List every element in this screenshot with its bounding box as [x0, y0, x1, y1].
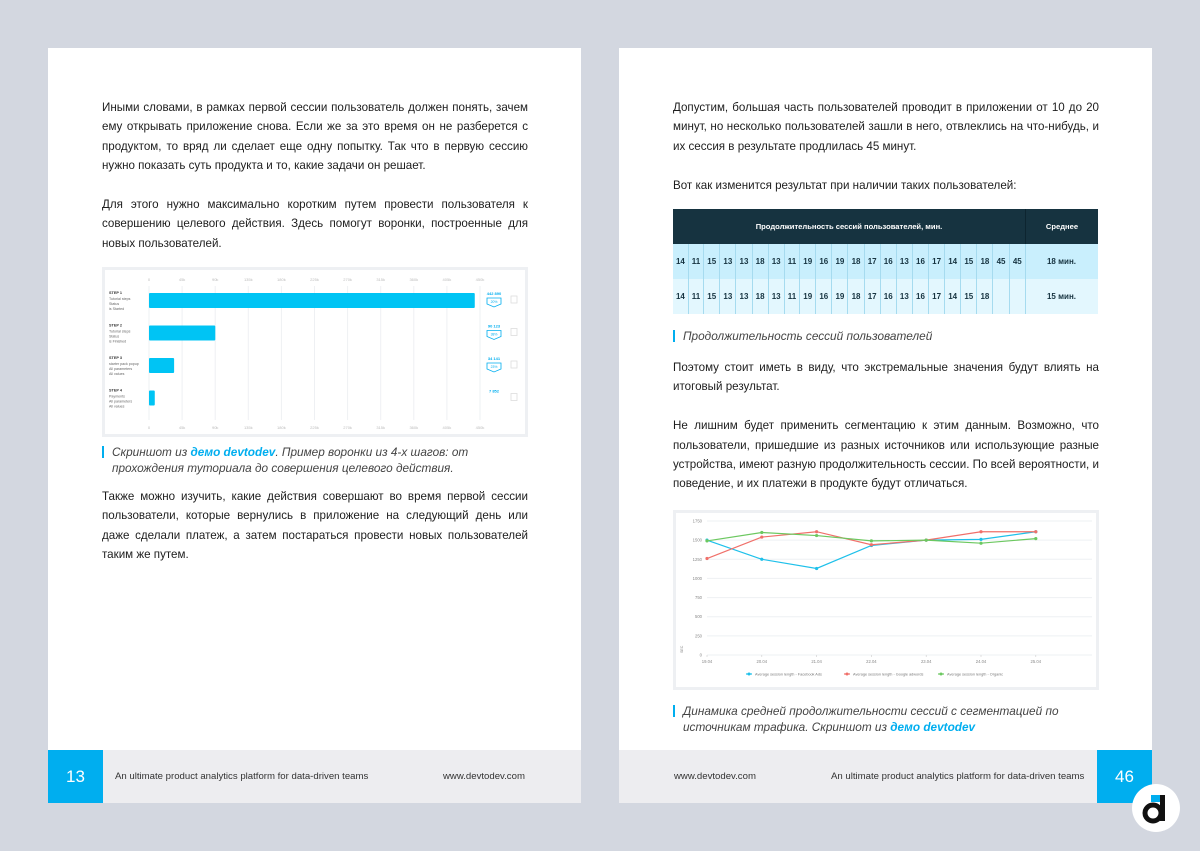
devtodev-logo	[1132, 784, 1180, 832]
legend-marker	[748, 673, 751, 676]
x-tick-label: 25.04	[1030, 659, 1042, 664]
x-tick-label: 22.04	[866, 659, 877, 664]
page-number: 13	[48, 750, 103, 803]
table-cell: 19	[832, 244, 848, 279]
x-tick-label-top: 180k	[277, 277, 286, 282]
table-cell: 15	[704, 279, 720, 314]
body-text	[102, 487, 528, 584]
data-point	[925, 539, 928, 542]
x-tick-label: 23.04	[920, 659, 932, 664]
conversion-label: 38%	[490, 332, 498, 337]
table-cell: 13	[720, 279, 736, 314]
data-point	[979, 530, 982, 533]
step-label: STEP 2	[109, 323, 123, 328]
table-cell: 13	[720, 244, 736, 279]
table-cell	[1009, 279, 1025, 314]
table-cell: 15	[961, 244, 977, 279]
table-cell: 11	[688, 244, 703, 279]
data-point	[1034, 530, 1037, 533]
legend-label: Average session length - Facebook Ads	[755, 672, 822, 677]
table-cell: 16	[912, 279, 928, 314]
x-tick-label-top: 90k	[211, 277, 219, 282]
legend-marker	[940, 673, 943, 676]
chart-caption	[673, 703, 1113, 735]
x-tick-label: 21.04	[811, 659, 822, 664]
table-row	[673, 279, 1098, 314]
data-point	[1034, 537, 1037, 540]
legend-label: Average session length - Google adwords	[853, 672, 924, 677]
y-tick-label: 250	[695, 633, 702, 639]
paragraph: Вот как изменится результат при наличии таких пользователей:	[673, 178, 1017, 192]
conversion-label: 20%	[490, 300, 498, 304]
session-length-line-chart	[673, 510, 1099, 690]
data-point	[870, 539, 873, 542]
caption-text: Динамика средней продолжительности сессий с сегментацией по источникам трафика. Скриншот из	[683, 704, 1059, 734]
funnel-chart	[102, 267, 528, 437]
x-tick-label-bottom: 360k	[409, 425, 419, 430]
x-tick-label-top: 405k	[442, 277, 452, 282]
page-footer	[619, 750, 1152, 803]
step-description: All values	[109, 372, 125, 376]
table-cell: 18	[848, 244, 864, 279]
table-cell	[993, 279, 1009, 314]
data-point	[705, 557, 708, 560]
table-cell: 16	[816, 279, 832, 314]
paragraph: Также можно изучить, какие действия совершают во время первой сессии пользователи, которые вернулись в приложение на следующий день или даже сделали платеж, а затем постараться провести новых пользователей таким же путем.	[102, 490, 528, 562]
x-tick-label-top: 315k	[376, 277, 386, 282]
x-tick-label: 19.04	[701, 659, 713, 664]
y-tick-label: 1500	[692, 537, 702, 543]
x-tick-label-top: 45k	[178, 277, 186, 282]
intro-text	[102, 98, 528, 273]
body-text	[673, 358, 1099, 513]
demo-link[interactable]: демо devtodev	[890, 720, 976, 734]
table-cell: 18	[752, 279, 768, 314]
step-description: Payments	[109, 394, 125, 399]
table-cell: 15	[704, 244, 720, 279]
table-cell: 14	[945, 279, 961, 314]
table-cell: 45	[1009, 244, 1025, 279]
step-description: Tutorial steps	[109, 329, 131, 334]
paragraph: Для этого нужно максимально коротким путем провести пользователя к совершению целевого действия. Здесь помогут воронки, построенные для новых пользователей.	[102, 198, 528, 250]
step-description: All parameters	[109, 367, 133, 371]
data-point	[815, 534, 818, 537]
paragraph: Поэтому стоит иметь в виду, что экстремальные значения будут влиять на итоговый результат.	[673, 361, 1099, 394]
caption-text: Продолжительность сессий пользователей	[683, 329, 933, 343]
data-point	[760, 558, 763, 561]
y-tick-label: 0	[699, 652, 702, 658]
table-cell: 14	[673, 279, 688, 314]
table-cell: 18	[848, 279, 864, 314]
x-tick-label-bottom: 0	[147, 425, 151, 430]
x-tick-label-bottom: 90k	[211, 425, 219, 430]
demo-link[interactable]: демо devtodev	[190, 445, 276, 459]
step-label: STEP 3	[109, 356, 123, 360]
table-caption	[673, 328, 1113, 344]
x-tick-label-top: 270k	[343, 277, 352, 282]
copy-icon	[511, 329, 517, 336]
page-46	[619, 48, 1152, 803]
table-cell: 16	[880, 244, 896, 279]
x-tick-label-top: 0	[147, 277, 151, 282]
step-description: starter pack popup	[109, 362, 139, 366]
data-point	[760, 531, 763, 534]
funnel-chart-svg	[105, 270, 525, 434]
value-label: 90 123	[487, 323, 501, 329]
data-point	[760, 535, 763, 538]
y-tick-label: 1750	[692, 518, 702, 524]
conversion-label: 23%	[490, 365, 498, 369]
table-cell: 13	[896, 279, 912, 314]
x-tick-label: 20.04	[756, 659, 768, 664]
average-cell: 15 мин.	[1026, 279, 1099, 314]
table-cell: 17	[864, 244, 880, 279]
table-cell: 18	[977, 244, 993, 279]
step-label: STEP 1	[109, 291, 123, 295]
step-label: STEP 4	[109, 388, 123, 393]
table-cell: 19	[800, 244, 816, 279]
table-cell: 17	[929, 279, 945, 314]
step-description: Status	[109, 302, 120, 306]
x-tick-label-bottom: 450k	[475, 425, 485, 430]
x-tick-label-bottom: 225k	[310, 425, 319, 430]
table-cell: 16	[816, 244, 832, 279]
x-tick-label-top: 360k	[409, 277, 419, 282]
copy-icon	[511, 296, 517, 303]
data-point	[870, 543, 873, 546]
paragraph: Допустим, большая часть пользователей проводит в приложении от 10 до 20 минут, но несколько пользователей зашли в него, отвлеклись на что-нибудь, и их сессия в результате продлилась 45 минут.	[673, 101, 1099, 153]
x-tick-label-bottom: 45k	[178, 425, 186, 430]
table-cell: 15	[961, 279, 977, 314]
table-cell: 13	[896, 244, 912, 279]
devtodev-logo-icon	[1132, 784, 1180, 832]
table-cell: 16	[880, 279, 896, 314]
step-description: All parameters	[109, 399, 133, 404]
x-tick-label: 24.04	[975, 659, 987, 664]
value-label: 7 852	[488, 388, 500, 394]
y-tick-label: 1000	[692, 575, 702, 581]
series-line	[707, 532, 1036, 569]
data-point	[815, 567, 818, 570]
x-tick-label-bottom: 315k	[376, 425, 386, 430]
step-description: is Finished	[109, 339, 127, 344]
legend-marker	[846, 673, 849, 676]
step-description: is Started	[109, 307, 125, 311]
paragraph: Не лишним будет применить сегментацию к этим данным. Возможно, что пользователи, пришедшие из разных источников или использующие разные устройства, имеют разную продолжительность сессии. По всей вероятности, и поведение, и их платежи в продукте будут отличаться.	[673, 419, 1099, 491]
table-cell: 11	[784, 244, 799, 279]
page-footer	[48, 750, 581, 803]
funnel-bar	[149, 358, 174, 373]
funnel-bar	[149, 293, 475, 308]
average-cell: 18 мин.	[1026, 244, 1099, 279]
table-cell: 13	[768, 244, 784, 279]
page-13	[48, 48, 581, 803]
value-label: 442 890	[486, 291, 502, 296]
intro-text	[673, 98, 1099, 214]
table-row	[673, 244, 1098, 279]
x-tick-label-top: 450k	[475, 277, 485, 282]
table-header-row	[673, 209, 1098, 244]
data-point	[705, 539, 708, 542]
x-tick-label-bottom: 180k	[277, 425, 286, 430]
header-session-lengths: Продолжительность сессий пользователей, мин.	[673, 209, 1026, 244]
table-cell: 45	[993, 244, 1009, 279]
table-cell: 14	[945, 244, 961, 279]
table-cell: 18	[977, 279, 993, 314]
copy-icon	[511, 394, 517, 401]
caption-text: . Пример воронки из 4-х шагов: от прохождения туториала до совершения целевого действия.	[112, 445, 469, 475]
table-cell: 13	[736, 279, 752, 314]
step-description: Tutorial steps	[109, 297, 131, 301]
value-label: 34 141	[487, 356, 501, 361]
page-number: 46	[1097, 750, 1152, 803]
footer-url[interactable]: www.devtodev.com	[443, 771, 525, 782]
table-cell: 19	[832, 279, 848, 314]
table-cell: 18	[752, 244, 768, 279]
table-cell: 13	[736, 244, 752, 279]
x-tick-label-bottom: 405k	[442, 425, 452, 430]
step-description: Status	[109, 334, 120, 339]
x-tick-label-top: 135k	[243, 277, 253, 282]
funnel-bar	[149, 326, 215, 341]
y-tick-label: 750	[695, 595, 702, 601]
data-point	[815, 530, 818, 533]
table-cell: 16	[912, 244, 928, 279]
table-cell: 11	[784, 279, 799, 314]
paragraph: Иными словами, в рамках первой сессии пользователь должен понять, зачем ему открывать приложение снова. Если же за это время он не разберется с продуктом, то вряд ли сделает еще одну попытку. Так что в первую сессию нужно показать суть продукта и то, какие задачи он решает.	[102, 101, 528, 173]
y-tick-label: 500	[695, 614, 702, 620]
y-axis-label: SEC	[680, 645, 684, 653]
x-tick-label-bottom: 270k	[343, 425, 352, 430]
data-point	[979, 542, 982, 545]
data-point	[979, 538, 982, 541]
legend-label: Average session length - Organic	[947, 672, 1004, 677]
footer-tagline: An ultimate product analytics platform for data-driven teams	[831, 771, 1085, 782]
funnel-bar	[149, 391, 155, 406]
table-cell: 11	[688, 279, 703, 314]
caption-text: Скриншот из	[112, 445, 191, 459]
copy-icon	[511, 361, 517, 368]
step-description: All values	[109, 404, 125, 409]
table-cell: 17	[929, 244, 945, 279]
funnel-caption	[102, 444, 542, 476]
table-cell: 13	[768, 279, 784, 314]
y-tick-label: 1250	[692, 556, 702, 562]
session-length-table	[673, 209, 1098, 314]
line-chart-svg	[676, 513, 1096, 687]
table-cell: 14	[673, 244, 688, 279]
x-tick-label-bottom: 135k	[243, 425, 253, 430]
footer-tagline: An ultimate product analytics platform for data-driven teams	[115, 771, 369, 782]
table-cell: 17	[864, 279, 880, 314]
table-cell: 19	[800, 279, 816, 314]
x-tick-label-top: 225k	[310, 277, 319, 282]
footer-url[interactable]: www.devtodev.com	[674, 771, 756, 782]
header-average: Среднее	[1026, 209, 1099, 244]
